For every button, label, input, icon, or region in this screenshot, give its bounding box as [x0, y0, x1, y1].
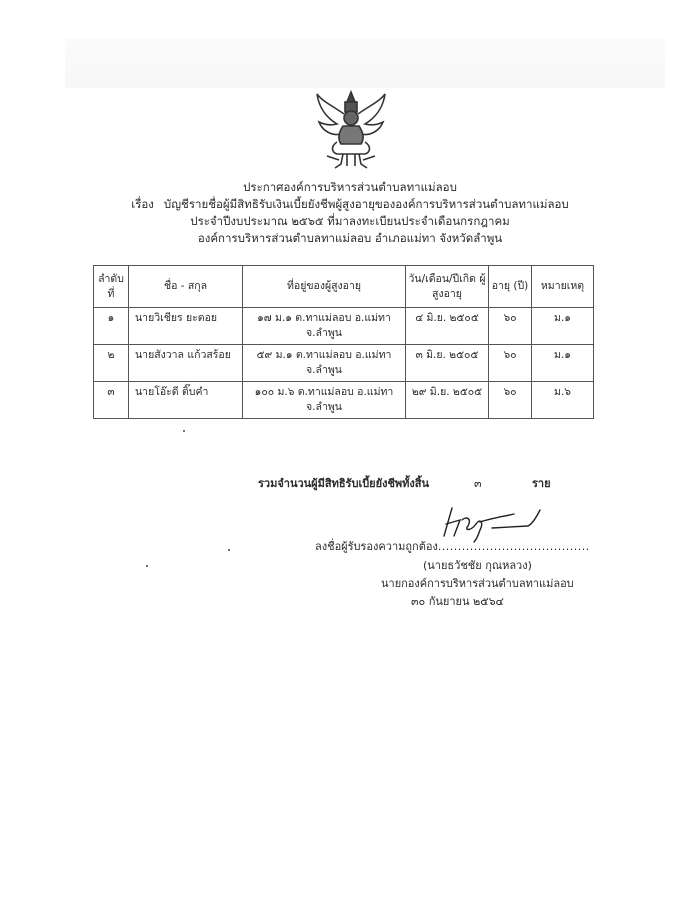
header-address: ที่อยู่ของผู้สูงอายุ	[243, 266, 406, 308]
header-name: ชื่อ - สกุล	[129, 266, 243, 308]
subject-text: บัญชีรายชื่อผู้มีสิทธิรับเงินเบี้ยยังชีพผู้สูงอายุขององค์การบริหารส่วนตำบลทาแม่ลอบ	[163, 197, 569, 211]
row-birth: ๓ มิ.ย. ๒๕๐๕	[406, 345, 489, 382]
row-remark: ม.๖	[532, 382, 594, 419]
speck	[146, 565, 148, 567]
signer-title: นายกองค์การบริหารส่วนตำบลทาแม่ลอบ	[381, 577, 574, 590]
row-age: ๖๐	[489, 382, 532, 419]
table-row	[94, 308, 594, 345]
signature-date: ๓๐ กันยายน ๒๕๖๔	[411, 595, 504, 608]
row-birth: ๔ มิ.ย. ๒๕๐๕	[406, 308, 489, 345]
certification-label: ลงชื่อผู้รับรองความถูกต้อง	[315, 540, 438, 553]
signature-dots: ......................................	[437, 540, 590, 553]
summary-count: ๓	[474, 477, 482, 490]
row-birth: ๒๙ มิ.ย. ๒๕๐๕	[406, 382, 489, 419]
paper-bleed-through	[65, 38, 665, 88]
address-line2: จ.ลำพูน	[306, 327, 342, 339]
header-remark: หมายเหตุ	[532, 266, 594, 308]
row-age: ๖๐	[489, 345, 532, 382]
row-name: นายโอ๊ะดี ติ๊บคำ	[129, 382, 243, 419]
row-name: นายวิเชียร ยะตอย	[129, 308, 243, 345]
certification-line	[315, 537, 590, 555]
row-remark: ม.๑	[532, 308, 594, 345]
table-header-row	[94, 266, 594, 308]
speck	[228, 549, 230, 551]
row-remark: ม.๑	[532, 345, 594, 382]
announcement-title: ประกาศองค์การบริหารส่วนตำบลทาแม่ลอบ	[243, 180, 457, 194]
header-age: อายุ (ปี)	[489, 266, 532, 308]
row-age: ๖๐	[489, 308, 532, 345]
address-line1: ๑๐๐ ม.๖ ต.ทาแม่ลอบ อ.แม่ทา	[254, 386, 394, 398]
row-address	[243, 345, 406, 382]
address-line1: ๕๙ ม.๑ ต.ทาแม่ลอบ อ.แม่ทา	[256, 349, 392, 361]
subject-line	[0, 196, 700, 213]
row-no: ๒	[94, 345, 129, 382]
row-no: ๑	[94, 308, 129, 345]
summary-label: รวมจำนวนผู้มีสิทธิรับเบี้ยยังชีพทั้งสิ้น	[258, 477, 430, 490]
subject-label: เรื่อง	[131, 197, 154, 211]
table-row	[94, 345, 594, 382]
beneficiary-table	[93, 265, 594, 419]
address-line1: ๑๗ ม.๑ ต.ทาแม่ลอบ อ.แม่ทา	[257, 312, 391, 324]
summary-unit: ราย	[532, 477, 551, 490]
table-row	[94, 382, 594, 419]
header-no: ลำดับ ที่	[94, 266, 129, 308]
speck	[183, 430, 185, 432]
organization-line: องค์การบริหารส่วนตำบลทาแม่ลอบ อำเภอแม่ทา จังหวัดลำพูน	[197, 231, 503, 245]
row-name: นายสังวาล แก้วสร้อย	[129, 345, 243, 382]
garuda-emblem-icon	[313, 88, 389, 172]
header-birth: วัน/เดือน/ปีเกิด ผู้สูงอายุ	[406, 266, 489, 308]
address-line2: จ.ลำพูน	[306, 364, 342, 376]
row-address	[243, 308, 406, 345]
fiscal-year-line: ประจำปีงบประมาณ ๒๕๖๕ ที่มาลงทะเบียนประจำเดือนกรกฎาคม	[190, 214, 510, 228]
row-address	[243, 382, 406, 419]
address-line2: จ.ลำพูน	[306, 401, 342, 413]
row-no: ๓	[94, 382, 129, 419]
signer-name: (นายธวัชชัย กุณหลวง)	[423, 559, 532, 572]
